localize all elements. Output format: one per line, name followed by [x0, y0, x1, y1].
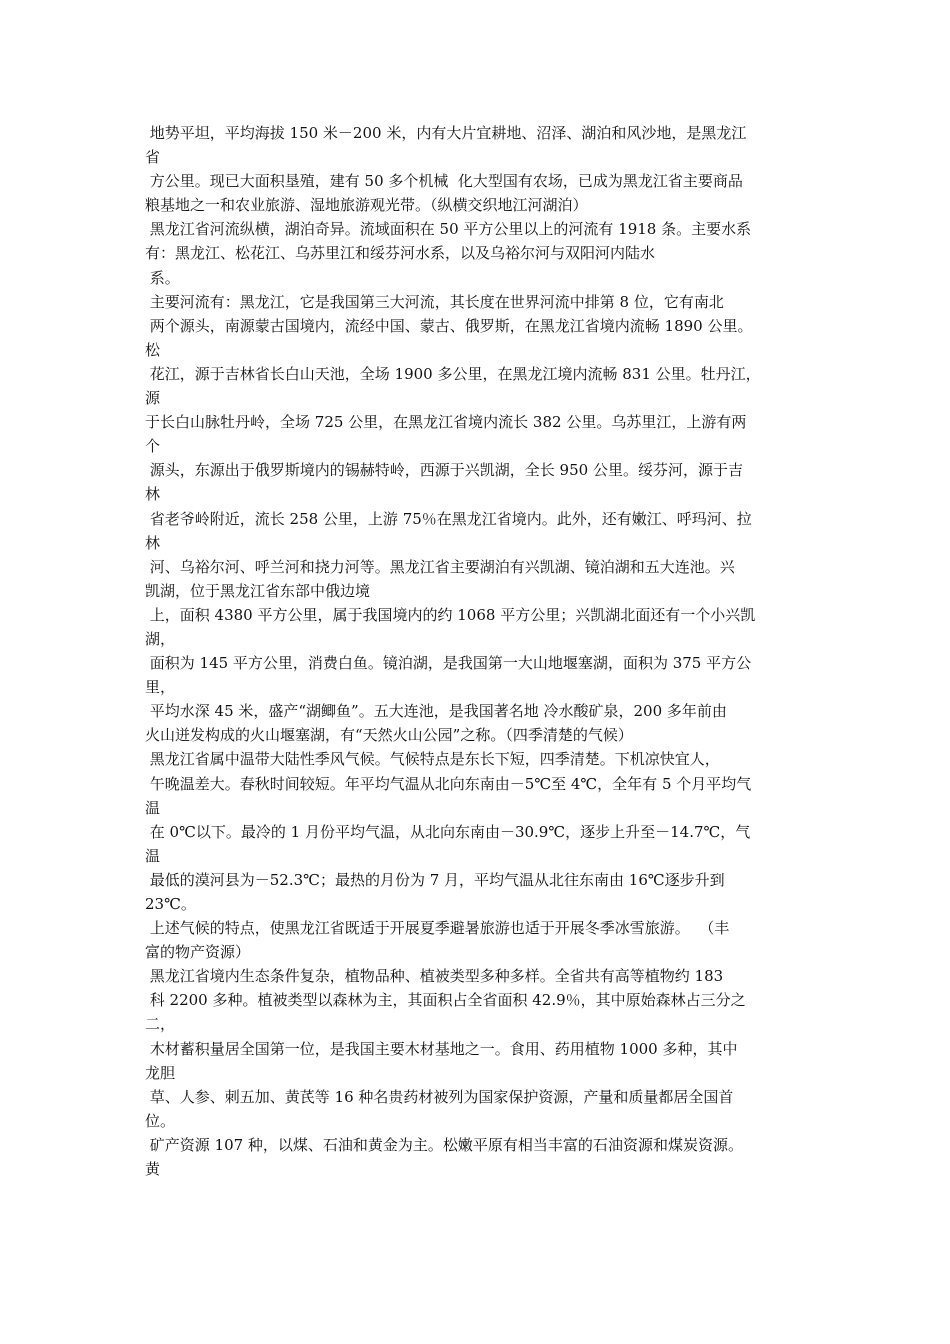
- text-line: 上述气候的特点，使黑龙江省既适于开展夏季避暑旅游也适于开展冬季冰雪旅游。 （丰: [145, 919, 730, 938]
- text-line: 龙胆: [145, 1063, 176, 1082]
- text-line: 最低的漠河县为－52.3℃；最热的月份为 7 月，平均气温从北往东南由 16℃逐步升到: [145, 870, 725, 889]
- text-line: 面积为 145 平方公里，消费白鱼。镜泊湖，是我国第一大山地堰塞湖，面积为 375 平方公: [145, 654, 752, 673]
- text-line: 木材蓄积量居全国第一位，是我国主要木材基地之一。食用、药用植物 1000 多种，其中: [145, 1039, 738, 1058]
- text-line: 矿产资源 107 种，以煤、石油和黄金为主。松嫩平原有相当丰富的石油资源和煤炭资源。: [145, 1135, 743, 1154]
- text-line: 有：黑龙江、松花江、乌苏里江和绥芬河水系，以及乌裕尔河与双阳河内陆水: [145, 244, 656, 263]
- text-line: 富的物产资源）: [145, 943, 251, 962]
- text-line: 林: [145, 533, 161, 552]
- document-body: [145, 121, 825, 1181]
- text-line: 林: [145, 485, 161, 504]
- text-line: 方公里。现已大面积垦殖，建有 50 多个机械 化大型国有农场，已成为黑龙江省主要商品: [145, 172, 743, 191]
- text-line: 平均水深 45 米，盛产“湖鲫鱼”。五大连池，是我国著名地 冷水酸矿泉，200 多年前由: [145, 702, 727, 721]
- text-line: 个: [145, 437, 161, 456]
- text-line: 黄: [145, 1160, 161, 1179]
- text-line: 系。: [145, 268, 180, 287]
- text-line: 二，: [145, 1015, 176, 1034]
- text-line: 上，面积 4380 平方公里，属于我国境内的约 1068 平方公里；兴凯湖北面还有一个小兴凯: [145, 605, 756, 624]
- text-line: 在 0℃以下。最冷的 1 月份平均气温，从北向东南由－30.9℃，逐步上升至－14.7℃，气: [145, 822, 751, 841]
- text-line: 花江，源于吉林省长白山天池，全场 1900 多公里，在黑龙江境内流畅 831 公里。牡丹江，: [145, 364, 761, 383]
- text-line: 源头，东源出于俄罗斯境内的锡赫特岭，西源于兴凯湖，全长 950 公里。绥芬河，源于吉: [145, 461, 743, 480]
- text-line: 火山迸发构成的火山堰塞湖，有“天然火山公园”之称。（四季清楚的气候）: [145, 726, 633, 745]
- text-line: 两个源头，南源蒙古国境内，流经中国、蒙古、俄罗斯，在黑龙江省境内流畅 1890 公里。: [145, 316, 753, 335]
- text-line: 松: [145, 340, 161, 359]
- text-line: 主要河流有：黑龙江，它是我国第三大河流，其长度在世界河流中排第 8 位，它有南北: [145, 292, 724, 311]
- text-line: 23℃。: [145, 895, 196, 913]
- text-line: 午晚温差大。春秋时间较短。年平均气温从北向东南由－5℃至 4℃，全年有 5 个月平均气: [145, 774, 752, 793]
- text-line: 里，: [145, 678, 176, 697]
- text-line: 温: [145, 846, 161, 865]
- text-line: 省: [145, 148, 161, 167]
- text-line: 凯湖，位于黑龙江省东部中俄边境: [145, 581, 371, 600]
- text-line: 位。: [145, 1111, 176, 1130]
- text-line: 黑龙江省河流纵横，湖泊奇异。流域面积在 50 平方公里以上的河流有 1918 条。主要水系: [145, 220, 752, 239]
- text-line: 科 2200 多种。植被类型以森林为主，其面积占全省面积 42.9％，其中原始森林占三分之: [145, 991, 746, 1010]
- text-line: 湖，: [145, 629, 176, 648]
- text-line: 地势平坦，平均海拔 150 米－200 米，内有大片宜耕地、沼泽、湖泊和风沙地，是黑龙江: [145, 124, 747, 142]
- text-line: 黑龙江省境内生态条件复杂，植物品种、植被类型多种多样。全省共有高等植物约 183: [145, 967, 724, 986]
- text-line: 省老爷岭附近，流长 258 公里，上游 75％在黑龙江省境内。此外，还有嫩江、呼玛河、拉: [145, 509, 752, 528]
- text-line: 草、人参、刺五加、黄芪等 16 种名贵药材被列为国家保护资源，产量和质量都居全国首: [145, 1087, 734, 1106]
- text-line: 粮基地之一和农业旅游、湿地旅游观光带。（纵横交织地江河湖泊）: [145, 196, 588, 215]
- text-line: 于长白山脉牡丹岭，全场 725 公里，在黑龙江省境内流长 382 公里。乌苏里江，上游有两: [145, 413, 747, 432]
- text-line: 源: [145, 389, 161, 408]
- text-line: 河、乌裕尔河、呼兰河和挠力河等。黑龙江省主要湖泊有兴凯湖、镜泊湖和五大连池。兴: [145, 557, 735, 576]
- text-line: 温: [145, 798, 161, 817]
- text-line: 黑龙江省属中温带大陆性季风气候。气候特点是东长下短，四季清楚。下机凉快宜人，: [145, 750, 720, 769]
